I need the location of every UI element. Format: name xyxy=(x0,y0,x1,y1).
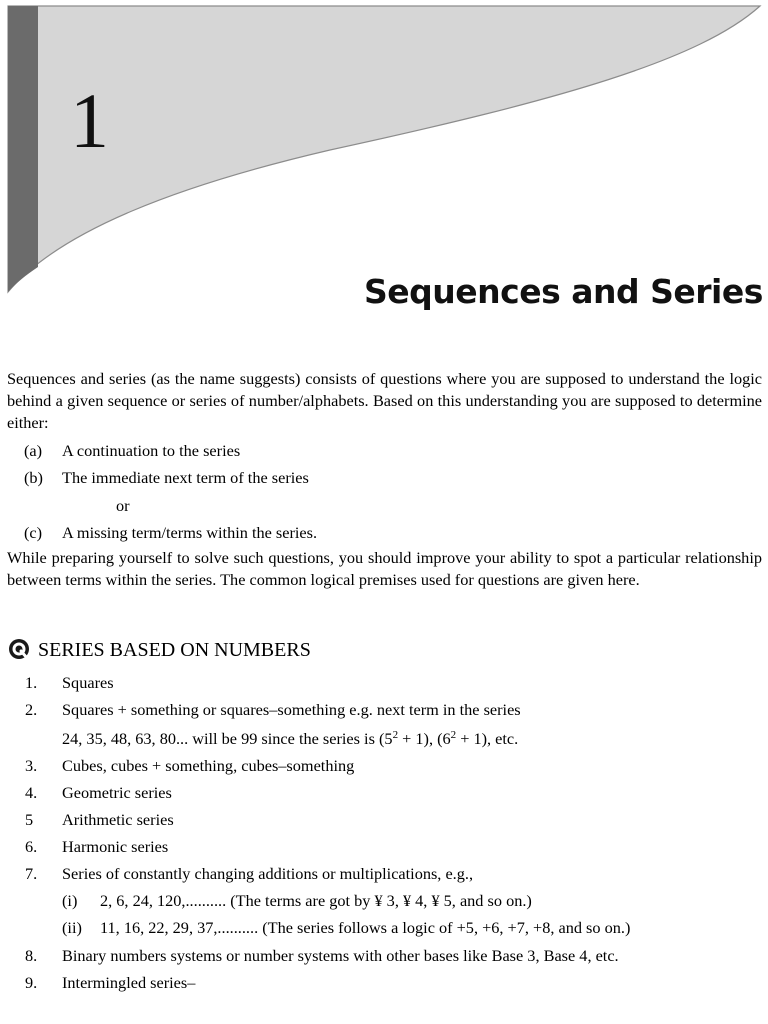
list-number: 7. xyxy=(25,864,38,883)
option-marker: (a) xyxy=(24,441,43,460)
list-item xyxy=(25,863,473,885)
option-b xyxy=(24,467,309,489)
list-item xyxy=(25,782,172,804)
list-item-continuation: 24, 35, 48, 63, 80... will be 99 since the series is $(5^2 + 1)$, $(6^2 + 1)$, etc. xyxy=(62,729,519,748)
closing-paragraph: While preparing yourself to solve such questions, you should improve your ability to spot a particular relationship between terms within the series. The common logical premises used for questions are given here. xyxy=(7,548,762,589)
list-item xyxy=(25,972,195,994)
list-number: 6. xyxy=(25,837,38,856)
list-number: 9. xyxy=(25,973,38,992)
list-number: 5 xyxy=(25,810,34,829)
sub-text: 11, 16, 22, 29, 37,.......... (The series follows a logic of +5, +6, +7, +8, and so on.) xyxy=(100,918,631,937)
chapter-title: Sequences and Series xyxy=(364,272,763,311)
chapter-number: 1 xyxy=(70,77,109,164)
list-text: Arithmetic series xyxy=(62,810,174,829)
list-number: 3. xyxy=(25,756,38,775)
option-text: A missing term/terms within the series. xyxy=(62,523,318,542)
banner-side-strip xyxy=(8,6,38,292)
option-c xyxy=(24,522,317,544)
option-a xyxy=(24,440,240,462)
q-circle-icon xyxy=(8,638,32,662)
list-text: Binary numbers systems or number systems with other bases like Base 3, Base 4, etc. xyxy=(62,946,619,965)
sub-item xyxy=(62,890,532,912)
section-heading-text: SERIES BASED ON NUMBERS xyxy=(38,639,311,661)
list-item xyxy=(25,945,619,967)
list-text: Geometric series xyxy=(62,783,172,802)
option-text: The immediate next term of the series xyxy=(62,468,309,487)
option-marker: (c) xyxy=(24,523,43,542)
sub-text: 2, 6, 24, 120,.......... (The terms are got by ¥ 3, ¥ 4, ¥ 5, and so on.) xyxy=(100,891,532,910)
sub-marker: (ii) xyxy=(62,918,82,937)
sub-marker: (i) xyxy=(62,891,78,910)
list-item xyxy=(25,755,354,777)
option-text: A continuation to the series xyxy=(62,441,241,460)
list-text: Series of constantly changing additions or multiplications, e.g., xyxy=(62,864,474,883)
option-marker: (b) xyxy=(24,468,43,487)
banner-shape xyxy=(8,6,760,292)
list-text: Intermingled series– xyxy=(62,973,196,992)
list-text: Squares + something or squares–something e.g. next term in the series xyxy=(62,700,521,719)
list-number: 4. xyxy=(25,783,38,802)
list-text: Harmonic series xyxy=(62,837,169,856)
list-item xyxy=(25,809,174,831)
or-word: or xyxy=(116,496,130,515)
list-item xyxy=(25,699,521,721)
list-number: 2. xyxy=(25,700,38,719)
sub-item xyxy=(62,917,630,939)
list-item xyxy=(25,672,114,694)
section-heading xyxy=(8,638,311,662)
intro-paragraph: Sequences and series (as the name suggests) consists of questions where you are supposed to understand the logic behind a given sequence or series of number/alphabets. Based on this understanding you are supposed to determine either: xyxy=(7,369,762,432)
list-item xyxy=(25,836,168,858)
list-text: Squares xyxy=(62,673,114,692)
list-number: 8. xyxy=(25,946,38,965)
list-text: Cubes, cubes + something, cubes–something xyxy=(62,756,355,775)
list-number: 1. xyxy=(25,673,38,692)
